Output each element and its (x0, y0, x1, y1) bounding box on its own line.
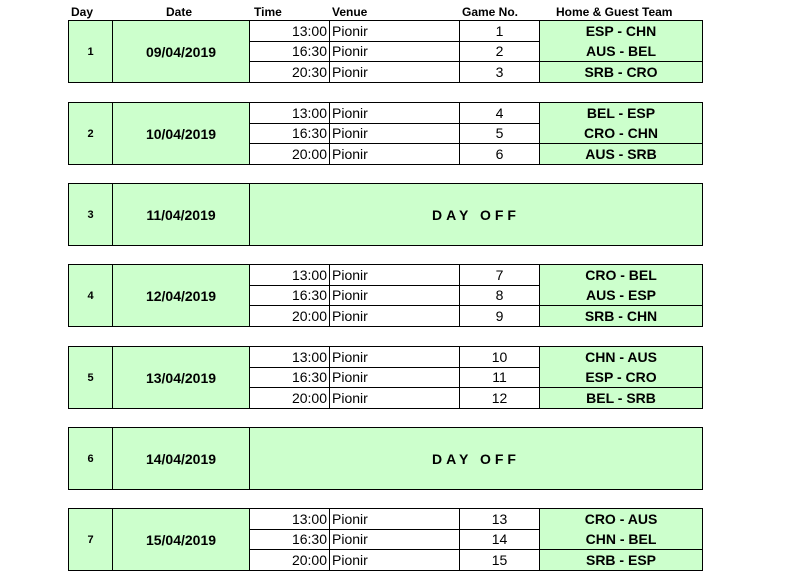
game-row (250, 388, 702, 408)
day-grid (68, 427, 703, 490)
game-row (250, 123, 702, 144)
game-time: 13:00 (250, 21, 330, 41)
game-match: BEL - SRB (540, 388, 702, 408)
header-game-no: Game No. (462, 5, 519, 19)
game-match: AUS - SRB (540, 144, 702, 164)
day-grid (68, 346, 703, 409)
game-time: 20:00 (250, 388, 330, 408)
game-match: CRO - AUS (540, 509, 702, 529)
header-date: Date (166, 5, 193, 19)
day-block (68, 20, 703, 81)
day-date: 12/04/2019 (113, 265, 250, 326)
game-venue: Pionir (330, 388, 460, 408)
game-number: 3 (460, 62, 540, 82)
game-time: 16:30 (250, 41, 330, 61)
game-time: 20:00 (250, 550, 330, 570)
game-number: 10 (460, 347, 540, 367)
day-block (68, 427, 703, 488)
day-date: 13/04/2019 (113, 347, 250, 408)
game-match: SRB - CRO (540, 62, 702, 82)
game-venue: Pionir (330, 367, 460, 387)
day-date: 09/04/2019 (113, 21, 250, 82)
game-venue: Pionir (330, 306, 460, 326)
game-venue: Pionir (330, 285, 460, 305)
day-grid (68, 20, 703, 83)
game-time: 16:30 (250, 285, 330, 305)
game-number: 11 (460, 367, 540, 387)
day-block (68, 183, 703, 244)
game-venue: Pionir (330, 41, 460, 61)
game-row (250, 550, 702, 570)
game-time: 13:00 (250, 265, 330, 285)
game-time: 13:00 (250, 103, 330, 123)
game-number: 8 (460, 285, 540, 305)
game-match: AUS - ESP (540, 285, 702, 305)
game-row (250, 285, 702, 306)
game-row (250, 306, 702, 326)
game-time: 20:00 (250, 306, 330, 326)
game-row (250, 103, 702, 124)
game-venue: Pionir (330, 509, 460, 529)
game-number: 13 (460, 509, 540, 529)
game-match: CRO - CHN (540, 123, 702, 143)
day-grid (68, 183, 703, 246)
game-row (250, 265, 702, 286)
game-match: CHN - AUS (540, 347, 702, 367)
game-match: BEL - ESP (540, 103, 702, 123)
game-time: 13:00 (250, 509, 330, 529)
header-teams: Home & Guest Team (556, 5, 673, 19)
game-match: SRB - CHN (540, 306, 702, 326)
game-number: 9 (460, 306, 540, 326)
day-grid (68, 102, 703, 165)
game-number: 14 (460, 529, 540, 549)
game-time: 16:30 (250, 367, 330, 387)
game-number: 15 (460, 550, 540, 570)
game-match: SRB - ESP (540, 550, 702, 570)
game-row (250, 529, 702, 550)
game-time: 16:30 (250, 123, 330, 143)
day-date: 14/04/2019 (113, 428, 250, 489)
header-venue: Venue (332, 5, 368, 19)
game-row (250, 367, 702, 388)
day-grid (68, 508, 703, 571)
game-match: CHN - BEL (540, 529, 702, 549)
game-venue: Pionir (330, 265, 460, 285)
header-time: Time (254, 5, 282, 19)
header-day: Day (71, 5, 94, 19)
game-row (250, 509, 702, 530)
day-off-label: DAY OFF (250, 184, 702, 245)
day-date: 11/04/2019 (113, 184, 250, 245)
game-time: 13:00 (250, 347, 330, 367)
day-number: 6 (69, 428, 113, 489)
day-number: 4 (69, 265, 113, 326)
day-grid (68, 264, 703, 327)
day-number: 7 (69, 509, 113, 570)
game-venue: Pionir (330, 144, 460, 164)
game-match: AUS - BEL (540, 41, 702, 61)
game-venue: Pionir (330, 347, 460, 367)
day-off-label: DAY OFF (250, 428, 702, 489)
day-date: 10/04/2019 (113, 103, 250, 164)
game-venue: Pionir (330, 123, 460, 143)
day-number: 5 (69, 347, 113, 408)
day-number: 1 (69, 21, 113, 82)
game-venue: Pionir (330, 529, 460, 549)
game-number: 6 (460, 144, 540, 164)
game-time: 16:30 (250, 529, 330, 549)
game-time: 20:30 (250, 62, 330, 82)
game-venue: Pionir (330, 550, 460, 570)
game-number: 2 (460, 41, 540, 61)
game-row (250, 62, 702, 82)
game-row (250, 41, 702, 62)
game-number: 4 (460, 103, 540, 123)
game-venue: Pionir (330, 103, 460, 123)
game-number: 5 (460, 123, 540, 143)
game-venue: Pionir (330, 62, 460, 82)
game-row (250, 347, 702, 368)
game-venue: Pionir (330, 21, 460, 41)
game-match: ESP - CHN (540, 21, 702, 41)
day-block (68, 346, 703, 407)
day-block (68, 264, 703, 325)
game-number: 7 (460, 265, 540, 285)
day-number: 2 (69, 103, 113, 164)
day-block (68, 508, 703, 569)
game-match: ESP - CRO (540, 367, 702, 387)
day-block (68, 102, 703, 163)
game-number: 12 (460, 388, 540, 408)
day-number: 3 (69, 184, 113, 245)
game-match: CRO - BEL (540, 265, 702, 285)
game-number: 1 (460, 21, 540, 41)
game-row (250, 144, 702, 164)
game-row (250, 21, 702, 42)
game-time: 20:00 (250, 144, 330, 164)
day-date: 15/04/2019 (113, 509, 250, 570)
